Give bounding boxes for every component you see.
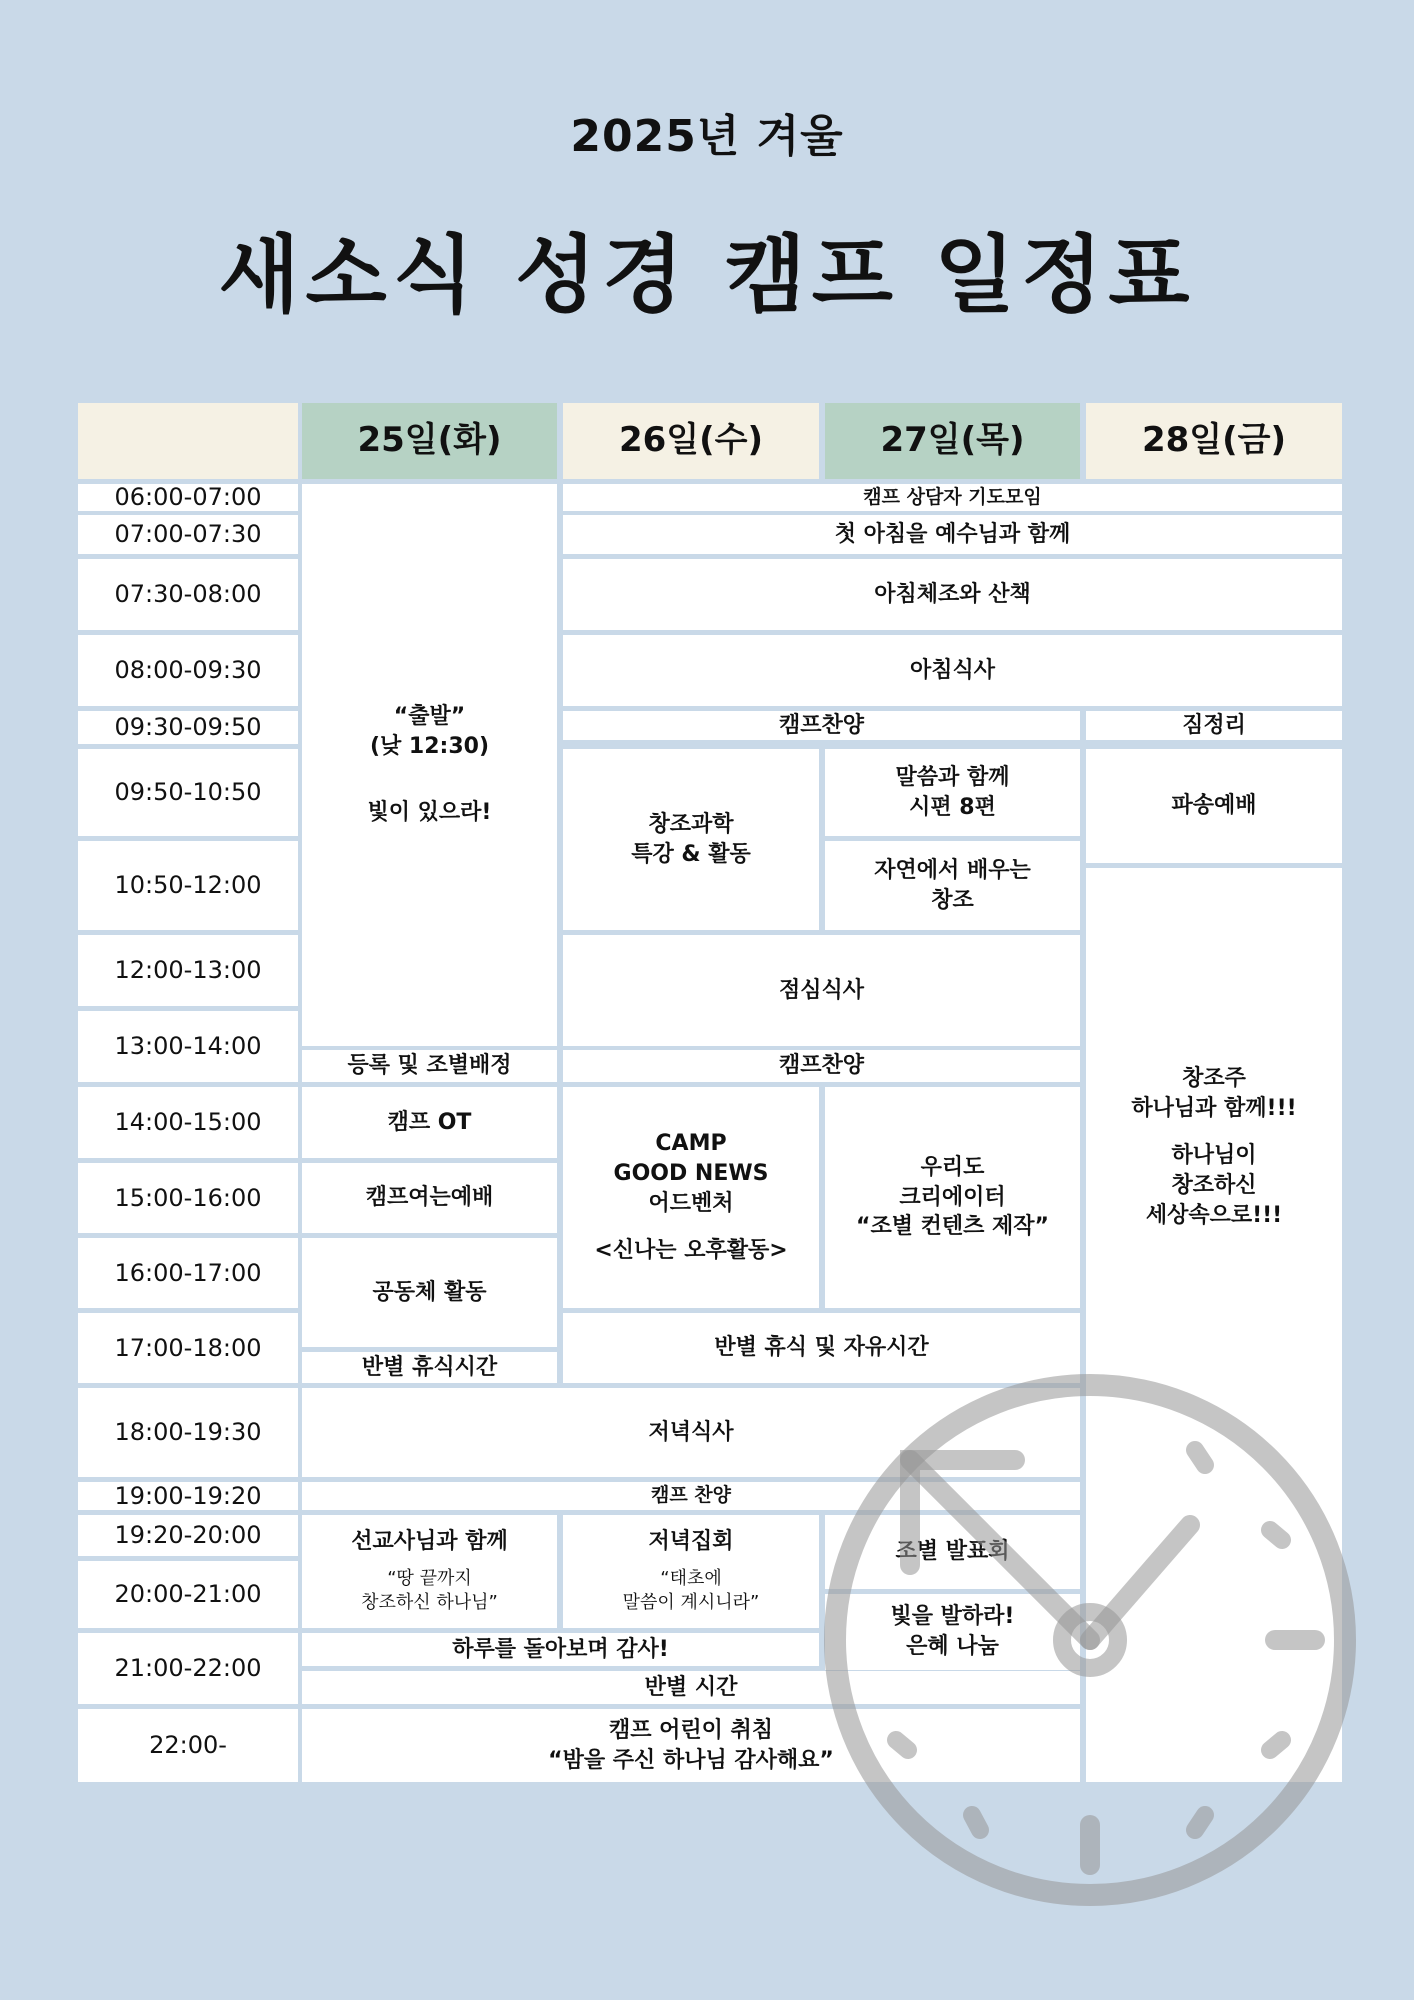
creation-science-subtitle: 특강 & 활동	[631, 841, 751, 867]
event-morning-exercise: 아침체조와 산책	[563, 559, 1342, 630]
evening-quote-2: 말씀이 계시니라”	[622, 1592, 760, 1614]
event-class-rest-free: 반별 휴식 및 자유시간	[563, 1313, 1080, 1383]
day-header-26: 26일(수)	[563, 403, 819, 479]
time-slot: 06:00-07:00	[78, 484, 298, 511]
time-slot: 13:00-14:00	[78, 1011, 298, 1082]
event-evening-assembly	[563, 1515, 819, 1628]
day-header-28: 28일(금)	[1086, 403, 1342, 479]
adventure-line4: <신나는 오후활동>	[594, 1238, 788, 1264]
event-breakfast: 아침식사	[563, 635, 1342, 706]
event-prayer-meeting: 캠프 상담자 기도모임	[563, 484, 1342, 511]
event-first-morning: 첫 아침을 예수님과 함께	[563, 515, 1342, 554]
creator-line5: 세상속으로!!!	[1145, 1202, 1283, 1228]
event-word-psalm	[825, 749, 1080, 836]
nature-subtitle: 창조	[931, 887, 974, 913]
adventure-line3: 어드벤처	[648, 1190, 734, 1216]
event-creation-science	[563, 749, 819, 930]
event-registration: 등록 및 조별배정	[302, 1050, 557, 1082]
day-header-27: 27일(목)	[825, 403, 1080, 479]
creation-science-title: 창조과학	[648, 811, 734, 837]
event-class-time: 반별 시간	[302, 1671, 1080, 1704]
time-slot: 09:50-10:50	[78, 749, 298, 836]
event-team-presentation: 조별 발표회	[825, 1515, 1080, 1589]
creator-line3: 하나님이	[1171, 1143, 1257, 1169]
time-slot: 19:20-20:00	[78, 1515, 298, 1556]
event-camp-worship-morning: 캠프찬양	[563, 711, 1080, 740]
event-sending-service: 파송예배	[1086, 749, 1342, 863]
time-slot: 22:00-	[78, 1709, 298, 1782]
word-title: 말씀과 함께	[895, 764, 1010, 790]
nature-title: 자연에서 배우는	[874, 857, 1031, 883]
departure-theme: 빛이 있으라!	[367, 799, 492, 825]
time-slot: 17:00-18:00	[78, 1313, 298, 1383]
event-camp-ot: 캠프 OT	[302, 1087, 557, 1158]
event-class-rest: 반별 휴식시간	[302, 1352, 557, 1383]
time-slot: 18:00-19:30	[78, 1388, 298, 1477]
event-community: 공동체 활동	[302, 1238, 557, 1347]
event-nature-creation	[825, 841, 1080, 930]
time-slot: 21:00-22:00	[78, 1633, 298, 1704]
creators-line3: “조별 컨텐츠 제작”	[855, 1214, 1049, 1240]
shine-subtitle: 은혜 나눔	[906, 1634, 999, 1659]
event-camp-worship-evening: 캠프 찬양	[302, 1482, 1080, 1510]
evening-quote-1: “태초에	[660, 1568, 722, 1590]
evening-assembly-title: 저녁집회	[648, 1529, 734, 1555]
event-opening-service: 캠프여는예배	[302, 1163, 557, 1233]
day-header-25: 25일(화)	[302, 403, 557, 479]
missionary-quote-1: “땅 끝까지	[387, 1568, 472, 1590]
time-slot: 10:50-12:00	[78, 841, 298, 930]
creator-line2: 하나님과 함께!!!	[1131, 1095, 1297, 1121]
time-slot: 09:30-09:50	[78, 711, 298, 744]
time-slot: 20:00-21:00	[78, 1561, 298, 1628]
event-dinner: 저녁식사	[302, 1388, 1080, 1477]
subtitle: 2025년 겨울	[570, 111, 844, 162]
adventure-line2: GOOD NEWS	[613, 1160, 769, 1186]
time-slot: 12:00-13:00	[78, 935, 298, 1006]
time-slot: 07:30-08:00	[78, 559, 298, 630]
header-blank	[78, 403, 298, 479]
creators-line1: 우리도	[920, 1154, 985, 1180]
event-departure	[302, 484, 557, 1046]
page-title: 새소식 성경 캠프 일정표	[218, 226, 1196, 324]
event-camp-adventure	[563, 1087, 819, 1308]
creators-line2: 크리에이터	[899, 1184, 1006, 1210]
departure-text: “출발”	[393, 704, 466, 730]
adventure-line1: CAMP	[655, 1131, 727, 1157]
bedtime-title: 캠프 어린이 취침	[608, 1717, 774, 1743]
shine-title: 빛을 발하라!	[890, 1604, 1015, 1630]
event-packing: 짐정리	[1086, 711, 1342, 740]
time-slot: 16:00-17:00	[78, 1238, 298, 1308]
time-slot: 07:00-07:30	[78, 515, 298, 554]
time-slot: 14:00-15:00	[78, 1087, 298, 1158]
bedtime-quote: “밤을 주신 하나님 감사해요”	[548, 1747, 834, 1773]
time-slot: 15:00-16:00	[78, 1163, 298, 1233]
departure-time: (낮 12:30)	[369, 734, 490, 760]
event-reflection: 하루를 돌아보며 감사!	[302, 1633, 819, 1666]
missionary-title: 선교사님과 함께	[351, 1529, 508, 1555]
creator-line1: 창조주	[1182, 1066, 1246, 1091]
event-with-missionary	[302, 1515, 557, 1628]
event-lunch: 점심식사	[563, 935, 1080, 1046]
event-camp-worship-afternoon: 캠프찬양	[563, 1050, 1080, 1082]
word-psalm: 시편 8편	[909, 794, 996, 820]
event-shine-grace	[825, 1594, 1080, 1670]
event-bedtime	[302, 1709, 1080, 1782]
event-we-are-creators	[825, 1087, 1080, 1308]
event-with-creator	[1086, 868, 1342, 1782]
missionary-quote-2: 창조하신 하나님”	[361, 1592, 498, 1614]
creator-line4: 창조하신	[1171, 1173, 1257, 1199]
time-slot: 08:00-09:30	[78, 635, 298, 706]
time-slot: 19:00-19:20	[78, 1482, 298, 1510]
